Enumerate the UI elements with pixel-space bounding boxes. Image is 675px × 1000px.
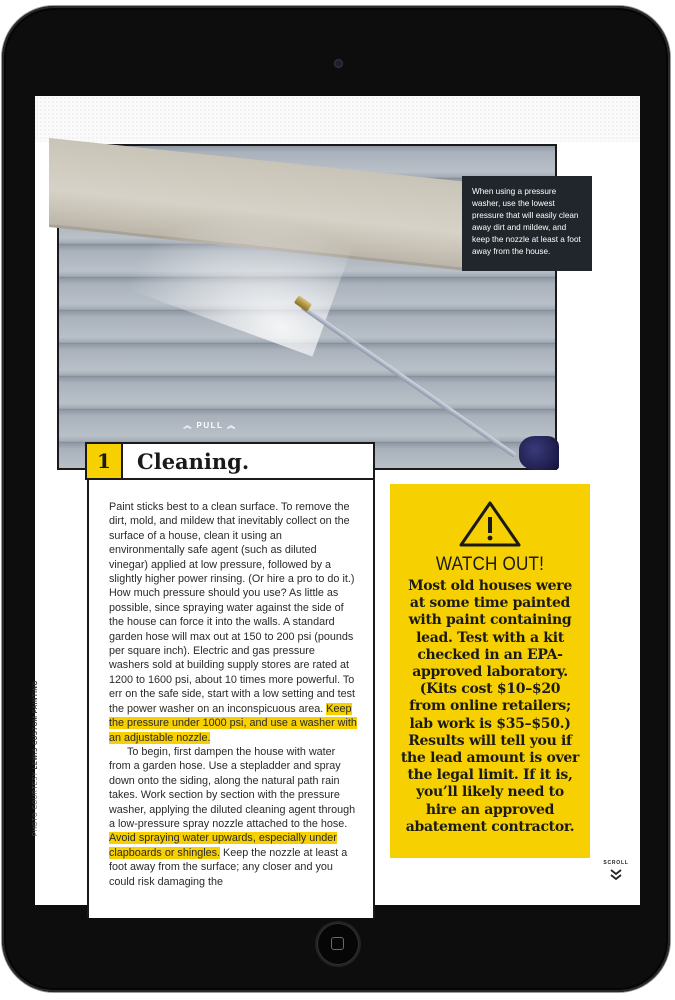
home-button[interactable]	[317, 923, 359, 965]
article-paragraph	[109, 500, 357, 745]
chevron-up-icon: ︽	[183, 421, 193, 430]
pull-control[interactable]	[175, 420, 245, 434]
article-text: To begin, first dampen the house with water from a garden hose. Use a stepladder and spray down onto the siding, along the natural path rain takes. Work section by section with the pressure washer, applying the diluted cleaning agent through a low-pressure spray nozzle attached to the hose.	[109, 745, 356, 830]
photo-credit	[33, 680, 45, 836]
spray-wand	[301, 304, 517, 457]
article-text: Keep the nozzle at least a foot away from the surface; any closer and you could risk damaging the	[109, 846, 348, 888]
gloved-hand	[519, 436, 559, 470]
scroll-indicator[interactable]	[603, 860, 629, 882]
credit-prefix: PHOTO COURTESY	[33, 769, 39, 836]
step-number: 1	[87, 444, 123, 478]
chevron-up-icon: ︽	[227, 421, 237, 430]
highlighted-text: Keep the pressure under 1000 psi, and use a washer with an adjustable nozzle.	[109, 702, 357, 744]
camera-icon	[334, 59, 343, 68]
dotted-header-band	[35, 96, 640, 142]
home-square-icon	[331, 937, 344, 950]
watch-out-body: Most old houses were at some time painted with paint containing lead. Test with a kit checked in an EPA-approved laboratory. (Kits cost $10–$20 from online retailers; lab work is $35–$50.) Results will tell you if the lead amount is over the legal limit. If it is, you’ll likely need to hire an approved abatement contractor.	[400, 578, 580, 835]
pull-label: PULL	[196, 421, 224, 430]
article-text: Paint sticks best to a clean surface. To remove the dirt, mold, and mildew that inevitably collect on the surface of a house, clean it using an environmentally safe agent (such as diluted vinegar) applied at low pressure, followed by a slightly higher power rinsing. (Or hire a pro to do it.) How much pressure should you use? As little as possible, since spraying water against the side of the house can force it into the walls. A standard garden hose will max out at 150 to 200 psi (pounds per square inch). Electric and gas pressure washers sold at building supply stores are rated at 1200 to 1600 psi, about 10 times more powerful. To err on the safe side, start with a low setting and test the power washer on an inconspicuous area.	[109, 501, 356, 715]
chevron-down-icon	[609, 868, 623, 882]
article-paragraph	[109, 745, 357, 889]
watch-out-title: WATCH OUT!	[435, 554, 545, 575]
screen	[35, 96, 640, 905]
watch-out-box	[390, 484, 590, 858]
scroll-label: SCROLL	[603, 860, 629, 866]
step-title: Cleaning.	[137, 448, 250, 474]
credit-name: LEWIS CUSTOM PAINTING	[33, 680, 39, 770]
photo-caption: When using a pressure washer, use the lowest pressure that will easily clean away dirt and mildew, and keep the nozzle at least a foot away from the house.	[462, 176, 592, 271]
warning-triangle-icon	[458, 500, 522, 548]
highlighted-text: Avoid spraying water upwards, especially under clapboards or shingles.	[109, 832, 337, 859]
article-body[interactable]	[87, 478, 375, 918]
step-header	[85, 442, 375, 480]
